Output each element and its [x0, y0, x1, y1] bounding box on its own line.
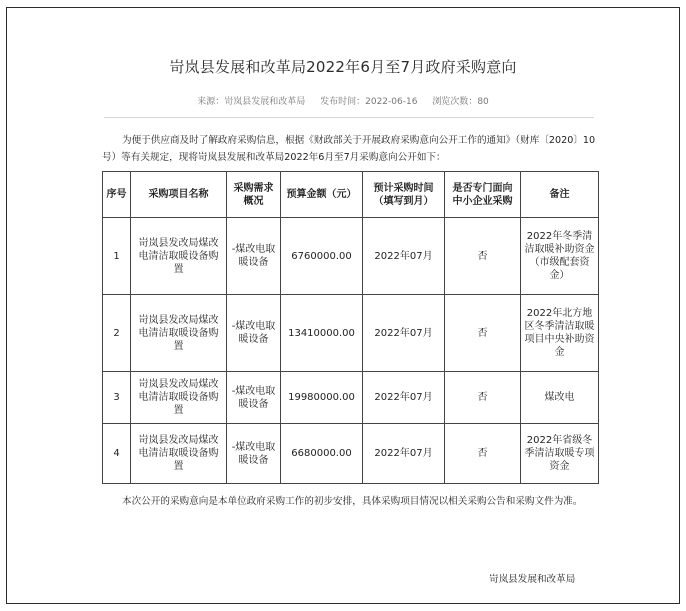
cell-time: 2022年07月	[363, 424, 445, 484]
header-budget: 预算金额（元）	[281, 172, 363, 218]
signature: 岢岚县发展和改革局	[489, 574, 576, 585]
header-time: 预计采购时间（填写到月）	[363, 172, 445, 218]
cell-no: 3	[103, 372, 131, 424]
page-title: 岢岚县发展和改革局2022年6月至7月政府采购意向	[169, 58, 517, 76]
cell-demand: -煤改电取暖设备	[227, 295, 281, 372]
cell-no: 2	[103, 295, 131, 372]
cell-budget: 6760000.00	[281, 218, 363, 295]
header-remark: 备注	[521, 172, 599, 218]
table-header-row	[103, 172, 599, 218]
table-row	[103, 218, 599, 295]
header-no: 序号	[103, 172, 131, 218]
intro-paragraph: 为便于供应商及时了解政府采购信息，根据《财政部关于开展政府采购意向公开工作的通知》（财库〔2020〕10号）等有关规定，现将岢岚县发展和改革局2022年6月至7月采购意向公开如下：	[102, 135, 596, 163]
cell-name: 岢岚县发改局煤改电清洁取暖设备购置	[131, 295, 227, 372]
table-row	[103, 372, 599, 424]
cell-budget: 19980000.00	[281, 372, 363, 424]
cell-name: 岢岚县发改局煤改电清洁取暖设备购置	[131, 372, 227, 424]
procurement-table	[102, 171, 599, 484]
cell-remark: 2022年冬季清洁取暖补助资金（市级配套资金）	[521, 218, 599, 295]
cell-remark: 2022年省级冬季清洁取暖专项资金	[521, 424, 599, 484]
header-demand: 采购需求概况	[227, 172, 281, 218]
meta-views: 浏览次数：80	[432, 97, 489, 107]
document-frame	[6, 7, 680, 604]
table-row	[103, 424, 599, 484]
cell-sme: 否	[445, 372, 521, 424]
cell-name: 岢岚县发改局煤改电清洁取暖设备购置	[131, 424, 227, 484]
cell-demand: -煤改电取暖设备	[227, 218, 281, 295]
cell-sme: 否	[445, 218, 521, 295]
article-meta	[7, 94, 679, 107]
cell-no: 4	[103, 424, 131, 484]
meta-source: 来源：岢岚县发展和改革局	[197, 97, 306, 107]
cell-remark: 煤改电	[521, 372, 599, 424]
header-sme: 是否专门面向中小企业采购	[445, 172, 521, 218]
cell-demand: -煤改电取暖设备	[227, 372, 281, 424]
meta-publish-time: 发布时间：2022-06-16	[320, 97, 418, 107]
cell-time: 2022年07月	[363, 372, 445, 424]
cell-no: 1	[103, 218, 131, 295]
header-name: 采购项目名称	[131, 172, 227, 218]
cell-time: 2022年07月	[363, 295, 445, 372]
cell-sme: 否	[445, 424, 521, 484]
cell-budget: 6680000.00	[281, 424, 363, 484]
outro-paragraph: 本次公开的采购意向是本单位政府采购工作的初步安排，具体采购项目情况以相关采购公告和采购文件为准。	[122, 496, 583, 507]
cell-time: 2022年07月	[363, 218, 445, 295]
divider	[104, 117, 594, 118]
cell-sme: 否	[445, 295, 521, 372]
cell-budget: 13410000.00	[281, 295, 363, 372]
table-row	[103, 295, 599, 372]
cell-demand: -煤改电取暖设备	[227, 424, 281, 484]
cell-name: 岢岚县发改局煤改电清洁取暖设备购置	[131, 218, 227, 295]
cell-remark: 2022年北方地区冬季清洁取暖项目中央补助资金	[521, 295, 599, 372]
